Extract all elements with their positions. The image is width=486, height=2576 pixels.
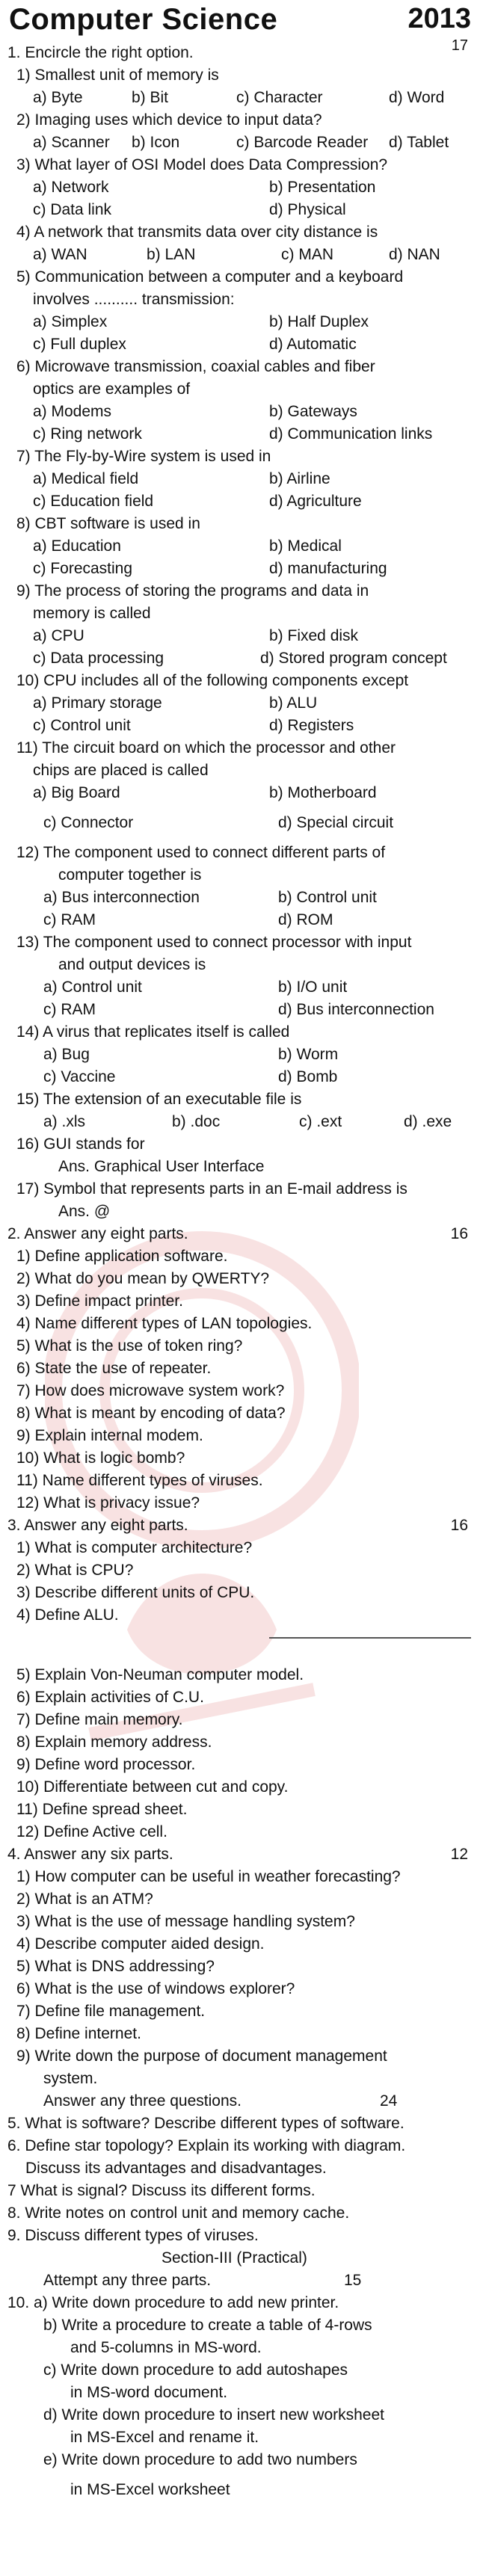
question-line — [0, 580, 486, 603]
line-text: system. — [43, 2070, 98, 2087]
question-line — [0, 1111, 486, 1133]
question-line — [0, 1044, 486, 1066]
divider-line — [269, 1637, 471, 1639]
question-line — [0, 558, 486, 580]
line-text: c) Data processing — [33, 650, 164, 667]
line-text: a) CPU — [33, 627, 84, 644]
line-text: 14) A virus that replicates itself is called — [16, 1023, 290, 1041]
line-text: a) Byte — [33, 89, 83, 106]
question-line — [0, 782, 486, 804]
question-line — [0, 692, 486, 715]
question-line — [0, 1776, 486, 1799]
question-line — [0, 1313, 486, 1335]
line-text: 12) Define Active cell. — [16, 1823, 167, 1840]
line-text: 3. Answer any eight parts. — [7, 1517, 188, 1534]
line-text: 7) Define main memory. — [16, 1711, 183, 1728]
line-text: Section-III (Practical) — [162, 2249, 307, 2267]
line-text: 10. a) Write down procedure to add new printer. — [7, 2294, 339, 2311]
question-line — [0, 1492, 486, 1515]
question-line — [0, 2045, 486, 2068]
line-text: c) Data link — [33, 201, 112, 218]
question-line — [0, 1911, 486, 1933]
question-line — [0, 603, 486, 625]
line-text: b) Fixed disk — [269, 627, 359, 644]
line-text: in MS-Excel worksheet — [70, 2481, 230, 2498]
question-line — [0, 1088, 486, 1111]
line-text: b) Worm — [278, 1046, 339, 1063]
line-text: 11) Define spread sheet. — [16, 1801, 188, 1818]
line-text: Ans. Graphical User Interface — [58, 1158, 265, 1175]
line-text: 2) Imaging uses which device to input data? — [16, 111, 322, 129]
line-text: 8) Define internet. — [16, 2025, 141, 2042]
question-line — [0, 1245, 486, 1268]
line-text: a) Education — [33, 537, 121, 555]
line-text: d) .exe — [404, 1113, 452, 1130]
line-text: 5) What is the use of token ring? — [16, 1337, 243, 1355]
question-line — [0, 266, 486, 289]
line-text: d) NAN — [389, 246, 440, 263]
question-line — [0, 1709, 486, 1731]
line-text: c) Full duplex — [33, 336, 126, 353]
question-line — [0, 1425, 486, 1447]
line-text: Discuss its advantages and disadvantages. — [25, 2160, 327, 2177]
line-text: a) Medical field — [33, 470, 139, 487]
question-line — [0, 333, 486, 356]
line-text: c) RAM — [43, 911, 96, 928]
line-text: c) Ring network — [33, 425, 142, 443]
line-text: 7) How does microwave system work? — [16, 1382, 285, 1399]
question-list — [0, 42, 486, 2509]
line-text: b) Motherboard — [269, 784, 377, 801]
line-text: b) Airline — [269, 470, 330, 487]
question-line — [0, 2000, 486, 2023]
line-text: 8) Explain memory address. — [16, 1734, 212, 1751]
line-text: a) Control unit — [43, 979, 142, 996]
question-line — [0, 1627, 486, 1664]
line-text: a) Primary storage — [33, 694, 162, 712]
line-text: a) Network — [33, 179, 109, 196]
line-text: 4) A network that transmits data over city distance is — [16, 224, 378, 241]
question-line — [0, 513, 486, 535]
line-text: d) manufacturing — [269, 560, 387, 577]
question-line — [0, 446, 486, 468]
question-line — [0, 999, 486, 1021]
line-text: d) Agriculture — [269, 493, 362, 510]
line-text: 13) The component used to connect processor with input — [16, 934, 412, 951]
line-text: 9) Write down the purpose of document management — [16, 2047, 387, 2065]
line-text: b) Medical — [269, 537, 342, 555]
line-text: b) I/O unit — [278, 979, 348, 996]
question-line — [0, 1223, 486, 1245]
line-text: in MS-Excel and rename it. — [70, 2429, 259, 2446]
question-line — [0, 804, 486, 842]
question-line — [0, 715, 486, 737]
question-line — [0, 909, 486, 931]
line-text: d) Write down procedure to insert new worksheet — [43, 2406, 384, 2424]
question-line — [0, 1821, 486, 1843]
line-text: 4) Name different types of LAN topologies. — [16, 1315, 313, 1332]
line-text: 3) Define impact printer. — [16, 1292, 183, 1310]
line-text: b) Half Duplex — [269, 313, 369, 330]
question-line — [0, 759, 486, 782]
question-line — [0, 1799, 486, 1821]
question-line — [0, 1021, 486, 1044]
line-text: a) Scanner — [33, 134, 110, 151]
line-text: 1) Define application software. — [16, 1248, 228, 1265]
line-text: 6) What is the use of windows explorer? — [16, 1980, 295, 1997]
question-line — [0, 976, 486, 999]
line-text: 2) What do you mean by QWERTY? — [16, 1270, 270, 1287]
line-text: 9. Discuss different types of viruses. — [7, 2227, 259, 2244]
question-line — [0, 1731, 486, 1754]
line-text: memory is called — [33, 605, 151, 622]
line-text: 6) Explain activities of C.U. — [16, 1689, 204, 1706]
section-marks: 12 — [450, 1846, 468, 1863]
question-line — [0, 1559, 486, 1582]
line-text: computer together is — [58, 866, 202, 884]
question-line — [0, 2270, 486, 2292]
page-title: Computer Science — [9, 3, 278, 36]
question-line — [0, 1402, 486, 1425]
question-line — [0, 87, 486, 109]
line-text: d) Stored program concept — [260, 650, 447, 667]
question-line — [0, 931, 486, 954]
line-text: Ans. @ — [58, 1203, 111, 1220]
question-line — [0, 2023, 486, 2045]
line-text: 9) The process of storing the programs and data in — [16, 582, 369, 600]
line-text: Attempt any three parts. — [43, 2272, 212, 2289]
question-line — [0, 887, 486, 909]
question-line — [0, 1956, 486, 1978]
question-line — [0, 1843, 486, 1866]
question-line — [0, 1447, 486, 1470]
line-text: d) Special circuit — [278, 814, 394, 831]
line-text: 5) Explain Von-Neuman computer model. — [16, 1666, 304, 1683]
line-text: 11) The circuit board on which the processor and other — [16, 739, 396, 757]
line-text: d) Tablet — [389, 134, 449, 151]
question-line — [0, 1582, 486, 1604]
line-text: c) Vaccine — [43, 1068, 116, 1085]
question-line — [0, 1380, 486, 1402]
question-line — [0, 109, 486, 132]
question-line — [0, 737, 486, 759]
line-text: 1. Encircle the right option. — [7, 44, 194, 61]
line-text: and 5-columns in MS-word. — [70, 2339, 262, 2356]
question-line — [0, 468, 486, 490]
question-line — [0, 2157, 486, 2180]
question-line — [0, 64, 486, 87]
line-text: b) Icon — [132, 134, 180, 151]
question-line — [0, 199, 486, 221]
question-line — [0, 1978, 486, 2000]
line-text: 7) The Fly-by-Wire system is used in — [16, 448, 271, 465]
question-line — [0, 2314, 486, 2337]
line-text: b) .doc — [172, 1113, 221, 1130]
line-text: 3) What layer of OSI Model does Data Compression? — [16, 156, 388, 173]
question-line — [0, 647, 486, 670]
line-text: c) MAN — [281, 246, 333, 263]
line-text: 3) What is the use of message handling system? — [16, 1913, 355, 1930]
line-text: c) Barcode Reader — [236, 134, 369, 151]
line-text: b) Write a procedure to create a table of 4-rows — [43, 2317, 372, 2334]
question-line — [0, 2292, 486, 2314]
question-line — [0, 221, 486, 244]
line-text: 10) Differentiate between cut and copy. — [16, 1778, 289, 1796]
question-line — [0, 670, 486, 692]
question-line — [0, 2180, 486, 2202]
line-text: 12) What is privacy issue? — [16, 1494, 200, 1512]
line-text: c) Education field — [33, 493, 154, 510]
question-line — [0, 1754, 486, 1776]
question-line — [0, 154, 486, 176]
line-text: c) Forecasting — [33, 560, 133, 577]
question-line — [0, 1888, 486, 1911]
question-line — [0, 1470, 486, 1492]
line-text: 11) Name different types of viruses. — [16, 1472, 263, 1489]
line-text: b) Bit — [132, 89, 169, 106]
line-text: 5) Communication between a computer and a keyboard — [16, 268, 404, 286]
line-text: a) .xls — [43, 1113, 86, 1130]
line-text: 10) What is logic bomb? — [16, 1449, 185, 1467]
line-text: b) Gateways — [269, 403, 357, 420]
question-line — [0, 2113, 486, 2135]
line-text: 6. Define star topology? Explain its working with diagram. — [7, 2137, 406, 2154]
question-line — [0, 2090, 486, 2113]
line-text: a) WAN — [33, 246, 87, 263]
line-text: c) Write down procedure to add autoshapes — [43, 2361, 348, 2379]
question-line — [0, 535, 486, 558]
line-text: e) Write down procedure to add two numbers — [43, 2451, 357, 2468]
line-text: 5) What is DNS addressing? — [16, 1958, 215, 1975]
question-line — [0, 1933, 486, 1956]
line-text: a) Simplex — [33, 313, 108, 330]
question-line — [0, 1201, 486, 1223]
question-line — [0, 1268, 486, 1290]
question-line — [0, 1178, 486, 1201]
line-text: d) Physical — [269, 201, 346, 218]
question-line — [0, 176, 486, 199]
question-line — [0, 490, 486, 513]
question-line — [0, 244, 486, 266]
line-text: 3) Describe different units of CPU. — [16, 1584, 255, 1601]
question-line — [0, 1133, 486, 1156]
question-line — [0, 2202, 486, 2225]
question-line — [0, 311, 486, 333]
question-line — [0, 1866, 486, 1888]
question-line — [0, 2135, 486, 2157]
line-text: a) Bug — [43, 1046, 90, 1063]
question-line — [0, 1537, 486, 1559]
line-text: d) Bus interconnection — [278, 1001, 434, 1018]
question-line — [0, 132, 486, 154]
question-line — [0, 2359, 486, 2382]
question-line — [0, 842, 486, 864]
question-line — [0, 1335, 486, 1358]
question-line — [0, 1515, 486, 1537]
line-text: 17) Symbol that represents parts in an E-mail address is — [16, 1180, 407, 1198]
line-text: d) Registers — [269, 717, 354, 734]
line-text: a) Bus interconnection — [43, 889, 200, 906]
line-text: 1) How computer can be useful in weather forecasting? — [16, 1868, 401, 1885]
question-line — [0, 289, 486, 311]
question-line — [0, 2426, 486, 2449]
line-text: 15 — [344, 2272, 362, 2289]
line-text: a) Big Board — [33, 784, 120, 801]
question-line — [0, 954, 486, 976]
question-line — [0, 2247, 486, 2270]
section-marks: 16 — [450, 1225, 468, 1242]
line-text: 9) Define word processor. — [16, 1756, 196, 1773]
question-line — [0, 423, 486, 446]
question-line — [0, 1156, 486, 1178]
question-line — [0, 378, 486, 401]
line-text: b) ALU — [269, 694, 318, 712]
question-line — [0, 2225, 486, 2247]
line-text: 8) CBT software is used in — [16, 515, 200, 532]
line-text: 6) Microwave transmission, coaxial cables and fiber — [16, 358, 375, 375]
question-line — [0, 2449, 486, 2471]
line-text: c) .ext — [299, 1113, 342, 1130]
line-text: d) Automatic — [269, 336, 357, 353]
line-text: 2) What is an ATM? — [16, 1891, 153, 1908]
question-line — [0, 2404, 486, 2426]
line-text: involves .......... transmission: — [33, 291, 235, 308]
exam-year: 2013 — [407, 3, 471, 34]
line-text: 1) What is computer architecture? — [16, 1539, 253, 1556]
question-line — [0, 2382, 486, 2404]
line-text: 12) The component used to connect different parts of — [16, 844, 386, 861]
question-line — [0, 2068, 486, 2090]
line-text: 2) What is CPU? — [16, 1562, 134, 1579]
line-text: 16) GUI stands for — [16, 1136, 145, 1153]
section-marks: 16 — [450, 1517, 468, 1534]
line-text: 10) CPU includes all of the following components except — [16, 672, 409, 689]
line-text: in MS-word document. — [70, 2384, 228, 2401]
line-text: a) Modems — [33, 403, 112, 420]
line-text: c) Connector — [43, 814, 134, 831]
question-line — [0, 42, 486, 64]
question-line — [0, 625, 486, 647]
page-number: 17 — [451, 37, 468, 54]
line-text: 8) What is meant by encoding of data? — [16, 1405, 286, 1422]
question-line — [0, 1290, 486, 1313]
line-text: optics are examples of — [33, 380, 191, 398]
line-text: d) Word — [389, 89, 445, 106]
question-line — [0, 864, 486, 887]
question-line — [0, 356, 486, 378]
line-text: 7) Define file management. — [16, 2003, 206, 2020]
question-line — [0, 1686, 486, 1709]
question-line — [0, 1066, 486, 1088]
line-text: c) Control unit — [33, 717, 131, 734]
line-text: 8. Write notes on control unit and memory cache. — [7, 2204, 350, 2222]
line-text: d) ROM — [278, 911, 333, 928]
question-line — [0, 1664, 486, 1686]
line-text: 24 — [380, 2092, 398, 2110]
question-line — [0, 2471, 486, 2509]
line-text: 2. Answer any eight parts. — [7, 1225, 188, 1242]
line-text: 4) Describe computer aided design. — [16, 1935, 265, 1953]
line-text: 4) Define ALU. — [16, 1606, 119, 1624]
line-text: b) Control unit — [278, 889, 377, 906]
line-text: d) Bomb — [278, 1068, 338, 1085]
line-text: b) Presentation — [269, 179, 376, 196]
question-line — [0, 401, 486, 423]
line-text: 6) State the use of repeater. — [16, 1360, 212, 1377]
line-text: 5. What is software? Describe different types of software. — [7, 2115, 405, 2132]
line-text: Answer any three questions. — [43, 2092, 242, 2110]
line-text: 4. Answer any six parts. — [7, 1846, 173, 1863]
line-text: c) RAM — [43, 1001, 96, 1018]
line-text: b) LAN — [147, 246, 196, 263]
line-text: 15) The extension of an executable file is — [16, 1091, 302, 1108]
question-line — [0, 2337, 486, 2359]
line-text: c) Character — [236, 89, 323, 106]
line-text: 9) Explain internal modem. — [16, 1427, 203, 1444]
question-line — [0, 1604, 486, 1627]
line-text: and output devices is — [58, 956, 206, 973]
line-text: d) Communication links — [269, 425, 433, 443]
line-text: 1) Smallest unit of memory is — [16, 67, 219, 84]
question-line — [0, 1358, 486, 1380]
line-text: chips are placed is called — [33, 762, 209, 779]
line-text: 7 What is signal? Discuss its different forms. — [7, 2182, 316, 2199]
